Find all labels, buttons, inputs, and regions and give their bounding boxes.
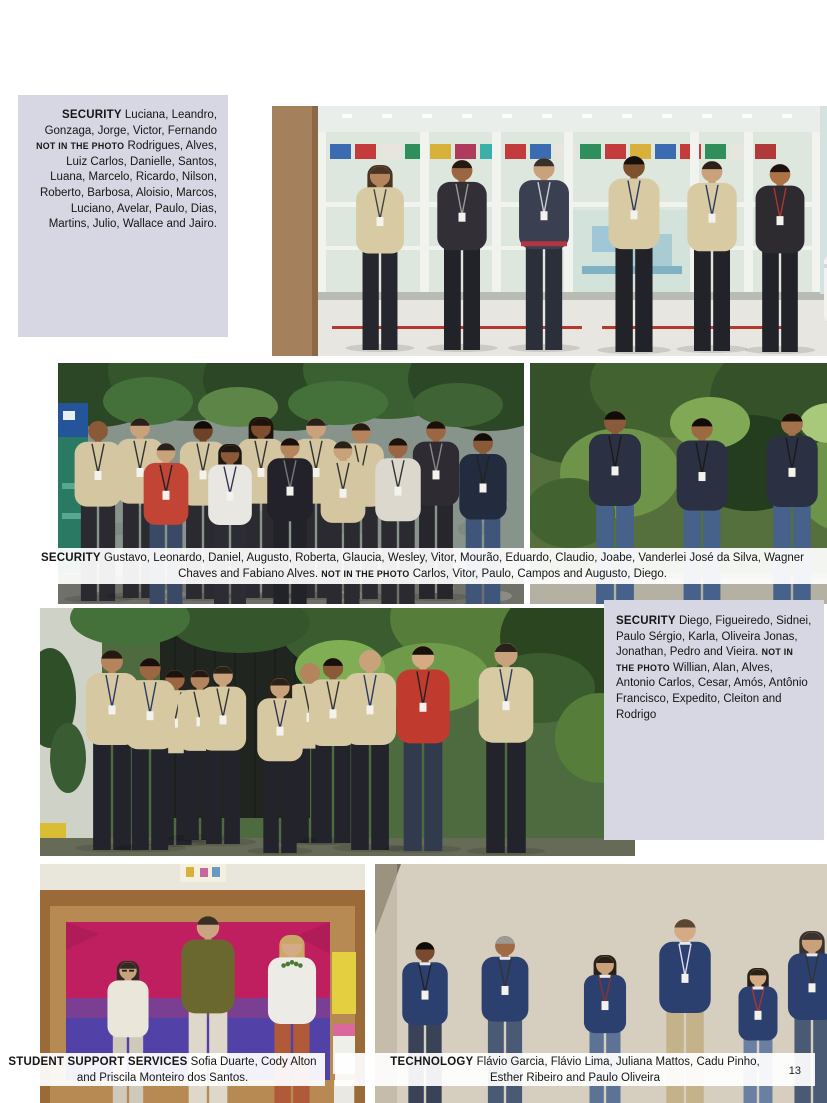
caption-names: Sofia Duarte, Cody Alton and Priscila Monteiro dos Santos. (76, 1055, 317, 1084)
security-lobby-photo (272, 106, 827, 356)
childrens-drawing (180, 864, 226, 882)
caption-absent-names: Carlos, Vitor, Paulo, Campos and Augusto, Diego. (409, 568, 667, 580)
caption-heading: SECURITY (41, 552, 101, 564)
caption-names: Diego, Figueiredo, Sidnei, Paulo Sérgio, Karla, Oliveira Jonas, Jonathan, Pedro and Vieira. (616, 615, 812, 659)
caption-heading: TECHNOLOGY (390, 1055, 474, 1068)
caption-names: Gustavo, Leonardo, Daniel, Augusto, Roberta, Glaucia, Wesley, Vitor, Mourão, Eduardo, Claudio, Joabe, Vanderlei José da Silva, Wagner Chaves and Fabiano Alves. (100, 552, 804, 580)
page-number: 13 (788, 1065, 801, 1077)
caption-heading: STUDENT SUPPORT SERVICES (8, 1055, 188, 1068)
caption-names: Luciana, Leandro, Gonzaga, Jorge, Victor, Fernando (44, 109, 217, 137)
caption-heading: SECURITY (61, 109, 122, 121)
caption-security-stone-wall (18, 548, 827, 584)
wood-pillar-edge (312, 106, 318, 356)
caption-names: Flávio Garcia, Flávio Lima, Juliana Mattos, Cadu Pinho, Esther Ribeiro and Paulo Oliveira (473, 1055, 760, 1084)
not-in-photo-label: NOT IN THE PHOTO (616, 647, 794, 673)
caption-absent-names: Rodrigues, Alves, Luiz Carlos, Danielle, Santos, Luana, Marcelo, Ricardo, Nilson, Roberto, Barbosa, Aloisio, Marcos, Luciano, Avelar, Paulo, Dias, Martins, Julio, Wallace and Jairo. (39, 140, 217, 231)
caption-security-lobby (18, 95, 228, 337)
security-fence-photo (40, 608, 635, 856)
caption-absent-names: Willian, Alan, Alves, Antonio Carlos, Cesar, Amós, Antônio Francisco, Expedito, Cleiton and Rodrigo (616, 661, 808, 721)
caption-heading: SECURITY (616, 615, 676, 627)
not-in-photo-label: NOT IN THE PHOTO (36, 141, 125, 152)
caption-security-fence (604, 600, 824, 840)
not-in-photo-label: NOT IN THE PHOTO (321, 569, 410, 579)
wood-frame-top (40, 890, 365, 906)
caption-technology (335, 1053, 815, 1086)
caption-student-support (0, 1053, 325, 1086)
wood-pillar (272, 106, 318, 356)
foliage-canopy (58, 363, 524, 431)
ceiling (272, 106, 827, 132)
